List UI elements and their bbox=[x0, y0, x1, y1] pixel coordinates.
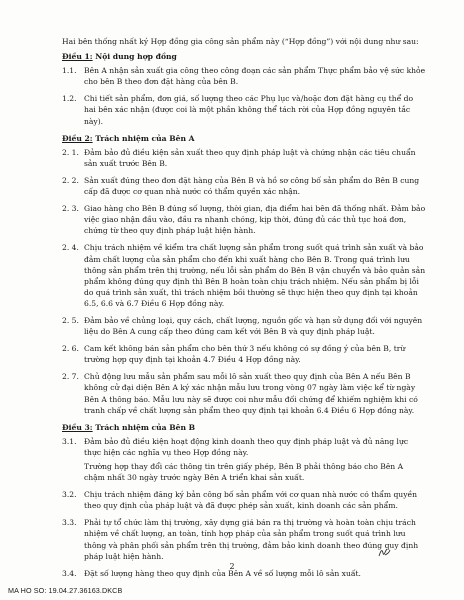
clause-body bbox=[84, 65, 426, 90]
clause-body bbox=[84, 489, 426, 514]
clause-item bbox=[62, 436, 426, 486]
clause-number: 2. 1. bbox=[62, 147, 79, 157]
section-label: Điều 3: bbox=[62, 422, 93, 432]
clause-number: 3.3. bbox=[62, 518, 77, 528]
clause-number: 2. 5. bbox=[62, 315, 79, 325]
clause-number: 2. 6. bbox=[62, 344, 79, 354]
section-heading bbox=[62, 133, 426, 144]
clause-body bbox=[84, 371, 426, 418]
section-heading bbox=[62, 422, 426, 433]
clause-body bbox=[84, 343, 426, 368]
clause-text: Đảm bảo đủ điều kiện sản xuất theo quy định pháp luật và chứng nhận các tiêu chuẩn sản xuất trước Bên B. bbox=[84, 147, 416, 168]
clause-item bbox=[62, 147, 426, 172]
clause-body bbox=[84, 315, 426, 340]
section-label: Điều 1: bbox=[62, 52, 93, 62]
document-code: MA HO SO: 19.04.27.36163.DKCB bbox=[8, 586, 123, 595]
document-body bbox=[62, 36, 426, 585]
clause-text: Trường hợp thay đổi các thông tin trên giấy phép, Bên B phải thông báo cho Bên A chậm nhất 30 ngày trước ngày Bên A triển khai sản xuất. bbox=[84, 462, 404, 483]
clause-body bbox=[84, 93, 426, 129]
clause-body bbox=[84, 517, 426, 564]
clause-text: Đặt số lượng hàng theo quy định của Bên A về số lượng mỗi lô sản xuất. bbox=[84, 568, 361, 578]
clause-item bbox=[62, 203, 426, 239]
intro-paragraph: Hai bên thống nhất ký Hợp đồng gia công sản phẩm này (“Hợp đồng”) với nội dung như sau: bbox=[62, 37, 419, 46]
clause-text: Đảm bảo về chủng loại, quy cách, chất lượng, nguồn gốc và hạn sử dụng đối với nguyên liệu do Bên A cung cấp theo đúng cam kết với Bên B và quy định pháp luật. bbox=[84, 315, 423, 337]
clause-number: 2. 7. bbox=[62, 372, 79, 382]
clause-text: Cam kết không bán sản phẩm cho bên thứ 3 nếu không có sự đồng ý của bên B, trừ trường hợp quy định tại khoản 4.7 Điều 4 Hợp đồng này. bbox=[84, 344, 406, 365]
clause-text: Chịu trách nhiệm về kiểm tra chất lượng sản phẩm trong suốt quá trình sản xuất và bảo đảm chất lượng của sản phẩm cho đến khi xuất hàng cho Bên B. Trong quá trình lưu thông sản phẩm trên thị trường, nếu lỗi sản phẩm do Bên B vận chuyển và bảo quản sản phẩm không đúng quy định thì Bên B hoàn toàn chịu trách nhiệm. Nếu sản phẩm bị lỗi do quá trình sản xuất, thì trách nhiệm bồi thường sẽ thực hiện theo quy định tại khoản 6.5, 6.6 và 6.7 Điều 6 Hợp đồng này. bbox=[84, 243, 426, 308]
clause-number: 2. 3. bbox=[62, 204, 79, 214]
clause-body bbox=[84, 203, 426, 239]
clause-number: 2. 4. bbox=[62, 243, 79, 253]
section-label: Điều 2: bbox=[62, 133, 93, 143]
page-number: 2 bbox=[229, 562, 235, 571]
clause-item bbox=[62, 343, 426, 368]
clause-text: Sản xuất đúng theo đơn đặt hàng của Bên B và hồ sơ công bố sản phẩm do Bên B cung cấp đã được cơ quan nhà nước có thẩm quyền xác nhận. bbox=[84, 175, 420, 197]
clause-item bbox=[62, 371, 426, 418]
clause-text: Giao hàng cho Bên B đúng số lượng, thời gian, địa điểm hai bên đã thống nhất. Đảm bảo việc giao nhận đầu vào, đầu ra nhanh chóng, kịp thời, đúng đủ các thủ tục hoá đơn, chứng từ theo quy định pháp luật hiện hành. bbox=[84, 204, 426, 236]
clause-body bbox=[84, 436, 426, 486]
clause-number: 3.1. bbox=[62, 436, 77, 446]
section-title: Trách nhiệm của Bên B bbox=[92, 422, 196, 432]
clause-item bbox=[62, 517, 426, 564]
sections-container bbox=[62, 51, 426, 582]
clause-number: 3.2. bbox=[62, 490, 77, 500]
clause-number: 2. 2. bbox=[62, 175, 79, 185]
clause-body bbox=[84, 147, 426, 172]
section-title: Nội dung hợp đồng bbox=[92, 52, 177, 62]
section-heading bbox=[62, 51, 426, 62]
clause-number: 1.1. bbox=[62, 66, 77, 76]
clause-item bbox=[62, 175, 426, 200]
clause-text: Chủ động lưu mẫu sản phẩm sau mỗi lô sản xuất theo quy định của Bên A nếu Bên B không cử đại diện Bên A ký xác nhận mẫu lưu trong vòng 07 ngày làm việc kể từ ngày Bên A thông báo. Mẫu lưu này sẽ được coi như mẫu đối chứng để khiếm nghiệm khi có tranh chấp về chất lượng sản phẩm theo quy định tại khoản 6.4 Điều 6 Hợp đồng này. bbox=[84, 372, 418, 415]
clause-number: 3.4. bbox=[62, 568, 77, 578]
clause-text: Đảm bảo đủ điều kiện hoạt động kinh doanh theo quy định pháp luật và đủ năng lực thực hiện các nghĩa vụ theo Hợp đồng này. bbox=[84, 436, 409, 457]
clause-item bbox=[62, 242, 426, 312]
clause-body bbox=[84, 242, 426, 312]
clause-item bbox=[62, 65, 426, 90]
clause-text: Chịu trách nhiệm đăng ký bản công bố sản phẩm với cơ quan nhà nước có thẩm quyền theo quy định của pháp luật và đã được phép sản xuất, kinh doanh các sản phẩm. bbox=[84, 490, 418, 511]
clause-text: Chi tiết sản phẩm, đơn giá, số lượng theo các Phụ lục và/hoặc đơn đặt hàng cụ thể do hai bên xác nhận (được coi là một phần không thể tách rời của Hợp đồng nguyên tắc này). bbox=[84, 94, 414, 126]
initials-signature-icon bbox=[377, 547, 391, 559]
clause-item bbox=[62, 93, 426, 129]
clause-body bbox=[84, 175, 426, 200]
clause-number: 1.2. bbox=[62, 94, 77, 104]
clause-text: Phải tự tổ chức làm thị trường, xây dựng giá bán ra thị trường và hoàn toàn chịu trách nhiệm về chất lượng, an toàn, tính hợp pháp của sản phẩm trong suốt quá trình lưu thông và phân phối sản phẩm trên thị trường, đảm bảo kinh doanh theo đúng quy định pháp luật hiện hành. bbox=[84, 518, 419, 561]
clause-item bbox=[62, 489, 426, 514]
clause-item bbox=[62, 315, 426, 340]
section-title: Trách nhiệm của Bên A bbox=[92, 133, 195, 143]
clause-text: Bên A nhận sản xuất gia công theo công đoạn các sản phẩm Thực phẩm bảo vệ sức khỏe cho bên B theo đơn đặt hàng của bên B. bbox=[84, 66, 426, 87]
